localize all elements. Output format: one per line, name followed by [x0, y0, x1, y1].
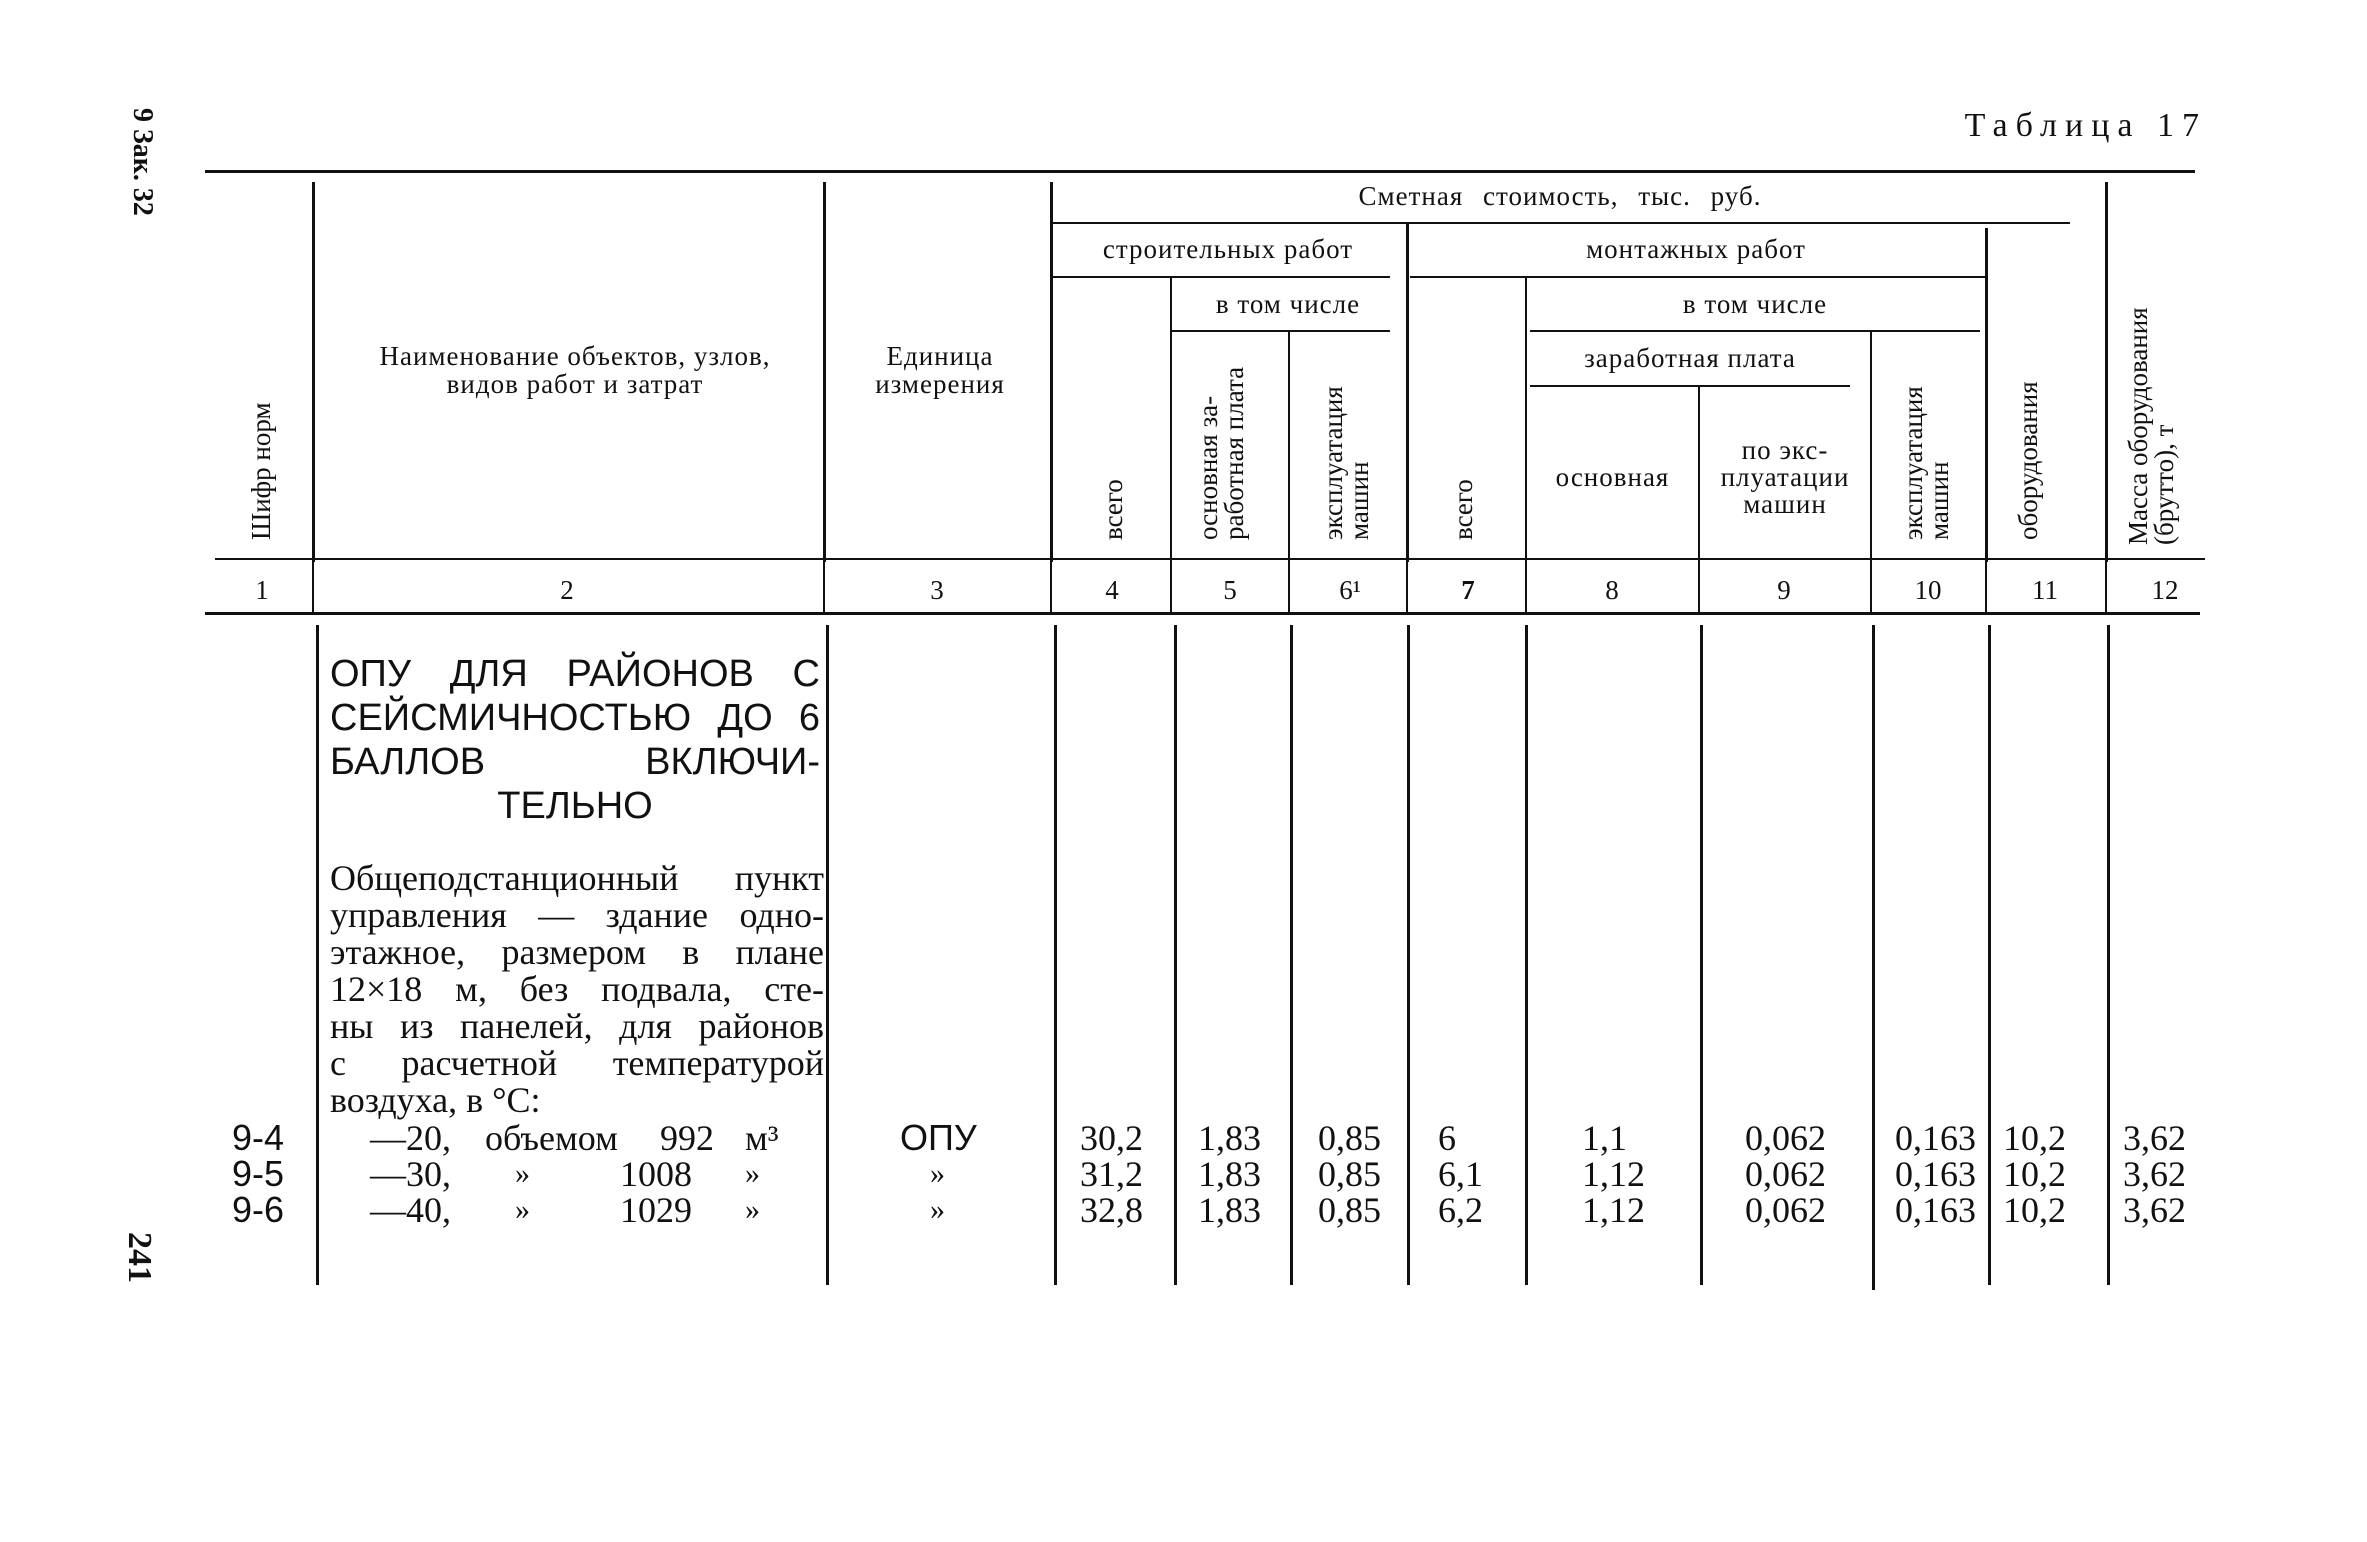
col-number: 4 — [1105, 575, 1119, 605]
volume-unit: » — [745, 1193, 760, 1226]
volume-word: объемом — [485, 1118, 618, 1158]
norm-code: 9-5 — [232, 1153, 285, 1194]
volume-unit: м³ — [745, 1118, 779, 1158]
col-number: 6¹ — [1339, 575, 1361, 605]
cell-c8: 1,12 — [1582, 1154, 1645, 1194]
header-wages: заработная плата — [1584, 343, 1796, 373]
temperature: —30, — [370, 1154, 451, 1194]
col-number: 12 — [2151, 575, 2179, 605]
cell-c4: 32,8 — [1080, 1190, 1143, 1230]
header-estimated-cost: Сметная стоимость, тыс. руб. — [1358, 181, 1762, 211]
header-col-3: Единица измерения — [875, 341, 1005, 399]
header-including-construction: в том числе — [1215, 289, 1361, 319]
cell-c6: 0,85 — [1318, 1190, 1381, 1230]
volume: 1029 — [620, 1190, 692, 1230]
col-number: 9 — [1777, 575, 1791, 605]
col-number: 8 — [1605, 575, 1619, 605]
header-col-5: основная за- работная плата — [1193, 366, 1249, 540]
header-col-12: Масса оборудования (брутто), т — [2123, 307, 2179, 545]
cell-c9: 0,062 — [1745, 1118, 1826, 1158]
col-number: 3 — [930, 575, 944, 605]
cell-c8: 1,12 — [1582, 1190, 1645, 1230]
header-col-4: всего — [1098, 479, 1128, 540]
cell-c12: 3,62 — [2123, 1190, 2186, 1230]
page-number: 241 — [121, 1232, 158, 1283]
cell-c10: 0,163 — [1895, 1190, 1976, 1230]
col-number: 7 — [1461, 575, 1475, 605]
cell-c4: 30,2 — [1080, 1118, 1143, 1158]
cell-c10: 0,163 — [1895, 1118, 1976, 1158]
col-number: 10 — [1914, 575, 1942, 605]
norm-code: 9-4 — [232, 1117, 285, 1158]
header-col-1: Шифр норм — [246, 402, 276, 540]
volume: 992 — [660, 1118, 714, 1158]
col-number: 11 — [2032, 575, 2058, 605]
cell-c10: 0,163 — [1895, 1154, 1976, 1194]
header-col-11: оборудования — [2013, 381, 2043, 540]
temperature: —40, — [370, 1190, 451, 1230]
section-title: ОПУ ДЛЯ РАЙОНОВ С СЕЙСМИЧНОСТЬЮ ДО 6 БАЛЛОВ ВКЛЮЧИ- ТЕЛЬНО — [330, 653, 820, 827]
header-col-7: всего — [1448, 479, 1478, 540]
header-installation-works: монтажных работ — [1586, 234, 1806, 264]
table-title: Таблица 17 — [1964, 107, 2207, 144]
cell-c7: 6,1 — [1438, 1154, 1483, 1194]
unit: » — [930, 1193, 945, 1226]
cell-c11: 10,2 — [2003, 1154, 2066, 1194]
cell-c12: 3,62 — [2123, 1154, 2186, 1194]
header-col-2: Наименование объектов, узлов, видов работ и затрат — [379, 341, 771, 399]
cell-c7: 6 — [1438, 1118, 1456, 1158]
cell-c4: 31,2 — [1080, 1154, 1143, 1194]
cell-c8: 1,1 — [1582, 1118, 1627, 1158]
cell-c5: 1,83 — [1198, 1190, 1261, 1230]
cell-c11: 10,2 — [2003, 1190, 2066, 1230]
unit: ОПУ — [900, 1117, 977, 1158]
volume-unit: » — [745, 1157, 760, 1190]
header-col-6: эксплуатация машин — [1318, 386, 1374, 540]
header-including-installation: в том числе — [1682, 289, 1828, 319]
cell-c7: 6,2 — [1438, 1190, 1483, 1230]
header-col-8: основная — [1555, 462, 1670, 492]
temperature: —20, — [370, 1118, 451, 1158]
volume-word: » — [515, 1193, 530, 1226]
header-construction-works: строительных работ — [1102, 234, 1354, 264]
col-number: 2 — [560, 575, 574, 605]
volume: 1008 — [620, 1154, 692, 1194]
order-number-note: 9 Зак. 32 — [127, 108, 158, 216]
cell-c11: 10,2 — [2003, 1118, 2066, 1158]
volume-word: » — [515, 1157, 530, 1190]
object-description: Общеподстанционный пункт управления — здание одно- этажное, размером в плане 12×18 м, без подвала, сте- ны из панелей, для районов с расчетной температурой воздуха, в °С: — [330, 858, 824, 1120]
header-col-9: по экс- плуатации машин — [1720, 435, 1850, 519]
cell-c6: 0,85 — [1318, 1154, 1381, 1194]
col-number: 5 — [1223, 575, 1237, 605]
cell-c9: 0,062 — [1745, 1154, 1826, 1194]
unit: » — [930, 1157, 945, 1190]
cell-c12: 3,62 — [2123, 1118, 2186, 1158]
col-number: 1 — [255, 575, 269, 605]
norm-code: 9-6 — [232, 1189, 285, 1230]
cell-c5: 1,83 — [1198, 1118, 1261, 1158]
cell-c6: 0,85 — [1318, 1118, 1381, 1158]
cell-c5: 1,83 — [1198, 1154, 1261, 1194]
cell-c9: 0,062 — [1745, 1190, 1826, 1230]
header-col-10: эксплуатация машин — [1898, 386, 1954, 540]
